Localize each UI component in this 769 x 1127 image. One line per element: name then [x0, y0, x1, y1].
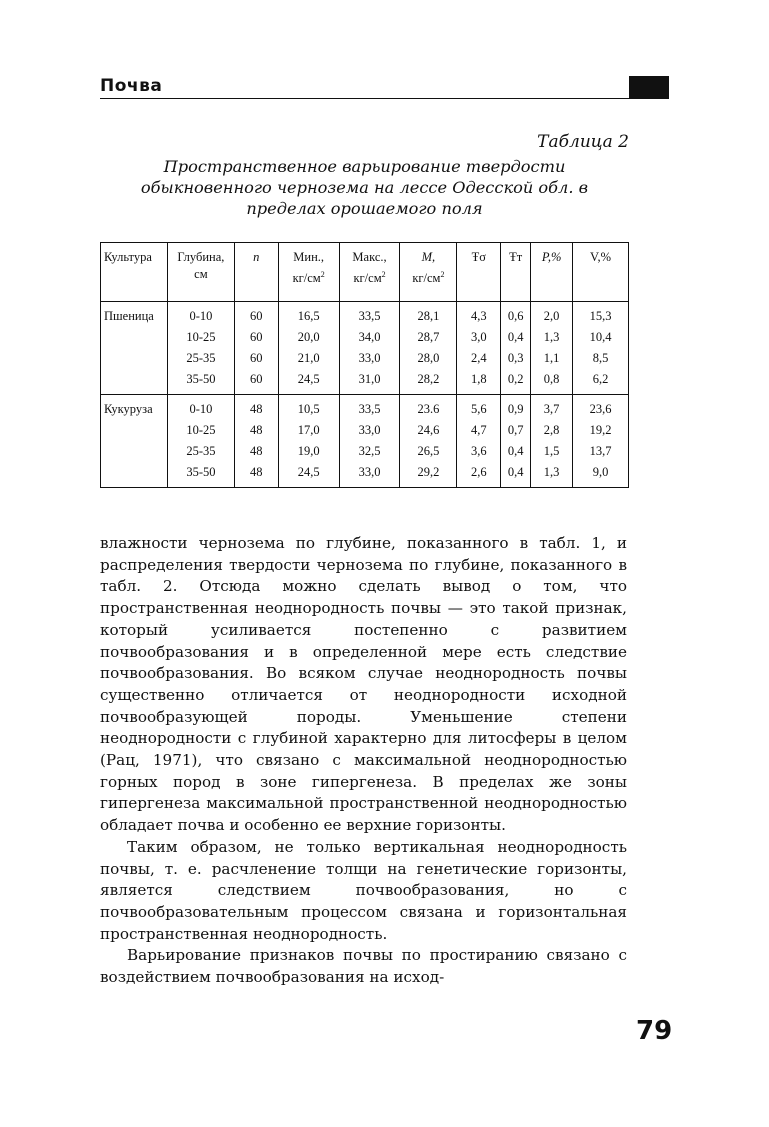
hardness-variation-table: [100, 242, 629, 488]
cell-value: 1,3: [543, 465, 560, 479]
col-header-max: [339, 243, 400, 302]
cell-value: 28,7: [417, 330, 440, 344]
cell-value: 1,1: [543, 351, 560, 365]
cell-value: 1,5: [543, 444, 560, 458]
cell-value: 25-35: [186, 351, 216, 365]
cell-n: [234, 395, 278, 488]
cell-value: 32,5: [358, 444, 381, 458]
cell-value: 5,6: [470, 402, 487, 416]
cell-value: 24,5: [297, 465, 320, 479]
cell-crop: Пшеница: [101, 302, 168, 395]
cell-value: 0,2: [507, 372, 524, 386]
table-caption: Пространственное варьирование твердости обыкновенного чернозема на лессе Одесской обл. в пределах орошаемого поля: [140, 157, 589, 218]
cell-value: 9,0: [592, 465, 609, 479]
cell-depth: [167, 395, 234, 488]
cell-value: 15,3: [589, 309, 612, 323]
cell-value: 48: [250, 444, 263, 458]
cell-value: 34,0: [358, 330, 381, 344]
cell-sd: [457, 395, 501, 488]
cell-mean: [400, 395, 457, 488]
cell-value: 19,2: [589, 423, 612, 437]
cell-n: [234, 302, 278, 395]
body-paragraph: Таким образом, не только вертикальная неоднородность почвы, т. е. расчленение толщи на генетические горизонты, является следствием почвообразования, но с почвообразовательным процессом связана и горизонтальная пространственная неоднородность.: [100, 837, 627, 943]
col-header-mean-unit: кг/см: [412, 271, 441, 286]
cell-value: 60: [250, 372, 263, 386]
cell-value: 28,2: [417, 372, 440, 386]
cell-min: [278, 302, 339, 395]
header-rule: [100, 98, 669, 99]
cell-value: 10-25: [186, 330, 216, 344]
col-header-min-sup: 2: [320, 270, 325, 279]
cell-value: 0-10: [189, 309, 213, 323]
cell-value: 17,0: [297, 423, 320, 437]
cell-value: 0,8: [543, 372, 560, 386]
cell-value: 28,1: [417, 309, 440, 323]
cell-value: 0,3: [507, 351, 524, 365]
col-header-crop: Культура: [101, 243, 168, 302]
col-header-min-title: Мин.,: [293, 250, 325, 264]
cell-value: 21,0: [297, 351, 320, 365]
cell-value: 33,0: [358, 465, 381, 479]
cell-value: 60: [250, 330, 263, 344]
cell-value: 2,4: [470, 351, 487, 365]
cell-value: 1,8: [470, 372, 487, 386]
cell-value: 23,6: [589, 402, 612, 416]
cell-crop: Кукуруза: [101, 395, 168, 488]
cell-value: 2,0: [543, 309, 560, 323]
cell-value: 29,2: [417, 465, 440, 479]
table-group-corn: [101, 395, 629, 488]
cell-mean: [400, 302, 457, 395]
cell-value: 16,5: [297, 309, 320, 323]
cell-value: 26,5: [417, 444, 440, 458]
cell-value: 2,8: [543, 423, 560, 437]
col-header-max-title: Макс.,: [352, 250, 387, 264]
cell-value: 19,0: [297, 444, 320, 458]
col-header-depth: Глубина, см: [167, 243, 234, 302]
body-text: [100, 533, 627, 989]
cell-value: 33,5: [358, 402, 381, 416]
col-header-st: Ŧт: [501, 243, 531, 302]
col-header-mean-sup: 2: [440, 270, 445, 279]
cell-value: 28,0: [417, 351, 440, 365]
cell-value: 23.6: [417, 402, 440, 416]
col-header-v: V,%: [573, 243, 629, 302]
cell-value: 3,6: [470, 444, 487, 458]
col-header-mean: [400, 243, 457, 302]
running-header-title: Почва: [100, 76, 163, 96]
cell-value: 20,0: [297, 330, 320, 344]
cell-value: 3,7: [543, 402, 560, 416]
cell-depth: [167, 302, 234, 395]
cell-value: 0,4: [507, 444, 524, 458]
cell-value: 24,6: [417, 423, 440, 437]
cell-value: 35-50: [186, 465, 216, 479]
body-paragraph: Варьирование признаков почвы по простиранию связано с воздействием почвообразования на исход-: [100, 946, 627, 987]
cell-v: [573, 302, 629, 395]
table-row: [101, 395, 629, 488]
cell-value: 0-10: [189, 402, 213, 416]
cell-value: 10,4: [589, 330, 612, 344]
cell-value: 13,7: [589, 444, 612, 458]
table-label: Таблица 2: [537, 132, 629, 152]
cell-value: 0,4: [507, 330, 524, 344]
cell-v: [573, 395, 629, 488]
cell-value: 60: [250, 309, 263, 323]
cell-value: 6,2: [592, 372, 609, 386]
col-header-min-unit: кг/см: [292, 271, 321, 286]
cell-value: 2,6: [470, 465, 487, 479]
cell-value: 0,9: [507, 402, 524, 416]
cell-sd: [457, 302, 501, 395]
cell-value: 33,0: [358, 423, 381, 437]
cell-value: 10,5: [297, 402, 320, 416]
cell-value: 48: [250, 465, 263, 479]
col-header-p: P,%: [531, 243, 573, 302]
cell-value: 0,4: [507, 465, 524, 479]
table-header-row: [101, 243, 629, 302]
cell-value: 48: [250, 423, 263, 437]
cell-p: [531, 395, 573, 488]
cell-value: 3,0: [470, 330, 487, 344]
col-header-n: n: [234, 243, 278, 302]
cell-st: [501, 302, 531, 395]
cell-max: [339, 395, 400, 488]
cell-value: 4,3: [470, 309, 487, 323]
cell-value: 60: [250, 351, 263, 365]
cell-value: 48: [250, 402, 263, 416]
cell-value: 33,5: [358, 309, 381, 323]
table-row: [101, 302, 629, 395]
cell-value: 31,0: [358, 372, 381, 386]
cell-value: 24,5: [297, 372, 320, 386]
cell-max: [339, 302, 400, 395]
cell-value: 33,0: [358, 351, 381, 365]
col-header-mean-title: M,: [421, 250, 436, 264]
cell-value: 0,6: [507, 309, 524, 323]
col-header-max-sup: 2: [381, 270, 386, 279]
cell-value: 4,7: [470, 423, 487, 437]
col-header-max-unit: кг/см: [353, 271, 382, 286]
running-header: [100, 74, 669, 100]
header-black-block: [629, 76, 669, 98]
body-paragraph: влажности чернозема по глубине, показанного в табл. 1, и распределения твердости чернозема по глубине, показанного в табл. 2. Отсюда можно сделать вывод о том, что пространственная неоднородность почвы — это такой признак, который усиливается постепенно с развитием почвообразования и в определенной мере есть следствие почвообразования. Во всяком случае неоднородность почвы существенно отличается от неоднородности исходной почвообразующей породы. Уменьшение степени неоднородности с глубиной характерно для литосферы в целом (Рац, 1971), что связано с максимальной неоднородностью горных пород в зоне гипергенеза. В пределах же зоны гипергенеза максимальной пространственной неоднородностью обладает почва и особенно ее верхние горизонты.: [100, 534, 627, 835]
cell-value: 8,5: [592, 351, 609, 365]
col-header-min: [278, 243, 339, 302]
cell-value: 0,7: [507, 423, 524, 437]
cell-value: 25-35: [186, 444, 216, 458]
table-group-wheat: [101, 302, 629, 395]
col-header-sd: Ŧσ: [457, 243, 501, 302]
cell-st: [501, 395, 531, 488]
cell-value: 1,3: [543, 330, 560, 344]
cell-value: 10-25: [186, 423, 216, 437]
cell-value: 35-50: [186, 372, 216, 386]
cell-p: [531, 302, 573, 395]
cell-min: [278, 395, 339, 488]
page-number: 79: [636, 1016, 673, 1046]
